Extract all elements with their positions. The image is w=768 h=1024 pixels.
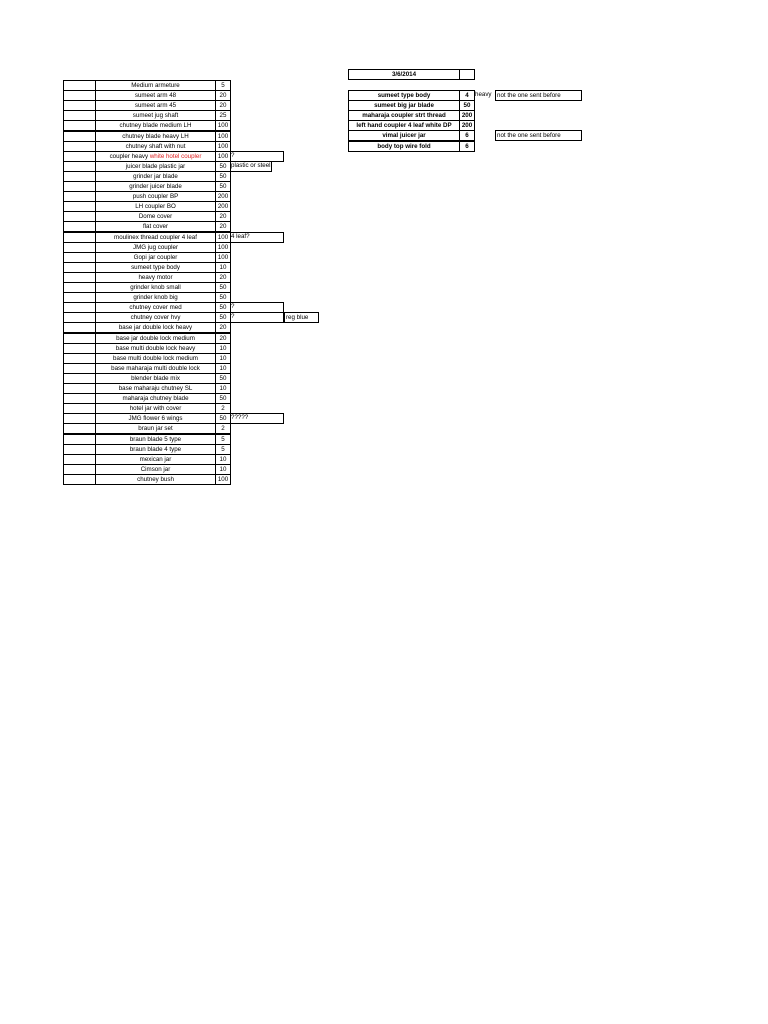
item-text: Gopi jar coupler <box>133 253 178 261</box>
item-text: chutney shaft with nut <box>125 142 186 150</box>
qty-cell: 10 <box>215 383 231 394</box>
item-highlight-text: white hotel coupler <box>149 152 202 160</box>
item-text: sumeet arm 48 <box>134 92 177 100</box>
qty-cell: 20 <box>215 90 231 101</box>
item-text: heavy motor <box>138 273 173 281</box>
qty-cell: 200 <box>215 191 231 202</box>
item-text: maharaja chutney blade <box>122 395 189 403</box>
qty-cell: 20 <box>215 211 231 222</box>
item-text: grinder juicer blade <box>129 183 182 190</box>
item-text: push coupler BP <box>132 193 179 201</box>
qty-cell: 50 <box>215 373 231 384</box>
qty-cell: 10 <box>215 454 231 465</box>
qty-cell: 20 <box>215 333 231 344</box>
order-qty-cell: 6 <box>459 130 475 141</box>
item-text: grinder knob big <box>133 294 178 302</box>
item-text: coupler heavy <box>109 152 150 160</box>
qty-cell: 20 <box>215 221 231 232</box>
note-cell: ? <box>231 303 235 311</box>
qty-cell: 2 <box>215 423 231 434</box>
item-text: flat cover <box>142 223 169 231</box>
note-cell: ? <box>231 313 235 321</box>
order-remark-cell: not the one sent before <box>495 90 582 101</box>
qty-cell: 50 <box>215 282 231 293</box>
order-remark-cell: not the one sent before <box>495 130 582 141</box>
order-item-cell: sumeet big jar blade <box>348 100 460 111</box>
qty-cell: 100 <box>215 131 231 142</box>
date-cell: 3/6/2014 <box>348 69 460 80</box>
item-text: chutney cover med <box>129 304 182 312</box>
qty-cell: 100 <box>215 232 231 243</box>
note-cell: ? <box>231 151 235 159</box>
order-qty-cell: 6 <box>459 141 475 152</box>
order-item-cell: sumeet type body <box>348 90 460 101</box>
qty-cell: 10 <box>215 353 231 364</box>
qty-cell: 20 <box>215 272 231 283</box>
qty-cell: 100 <box>215 151 231 162</box>
order-qty-cell: 4 <box>459 90 475 101</box>
item-text: Medium armeture <box>131 82 180 89</box>
item-text: moulinex thread coupler 4 leaf <box>114 233 197 241</box>
qty-cell: 50 <box>215 312 231 323</box>
item-text: base maharaja multi double lock <box>111 364 200 372</box>
qty-cell: 100 <box>215 141 231 152</box>
qty-cell: 100 <box>215 252 231 263</box>
qty-cell: 200 <box>215 201 231 212</box>
item-text: JMG flower 6 wings <box>128 415 183 423</box>
order-qty-cell: 200 <box>459 110 475 121</box>
qty-cell: 25 <box>215 110 231 121</box>
item-text: chutney blade heavy LH <box>122 132 189 140</box>
qty-cell: 50 <box>215 302 231 313</box>
order-item-cell: body top wire fold <box>348 141 460 152</box>
item-text: braun blade 5 type <box>129 435 182 443</box>
qty-cell: 10 <box>215 262 231 273</box>
item-cell <box>95 474 216 485</box>
item-text: braun blade 4 type <box>129 445 182 453</box>
qty-cell: 50 <box>215 161 231 172</box>
item-text: hotel jar with cover <box>129 405 182 413</box>
qty-cell: 10 <box>215 363 231 374</box>
qty-cell: 50 <box>215 171 231 182</box>
item-text: sumeet type body <box>131 263 180 271</box>
order-item-cell: maharaja coupler strt thread <box>348 110 460 121</box>
item-text: base maharaju chutney SL <box>118 385 193 392</box>
qty-cell: 100 <box>215 120 231 131</box>
item-text: base jar double lock heavy <box>118 324 193 332</box>
item-text: blender blade mix <box>131 374 180 382</box>
item-text: Dome cover <box>138 213 173 221</box>
item-text: chutney bush <box>137 475 174 483</box>
note-cell: plastic or steel <box>231 161 271 169</box>
qty-cell: 20 <box>215 100 231 111</box>
item-text: base jar double lock medium <box>116 334 195 342</box>
item-text: braun jar set <box>138 425 173 433</box>
order-qty-cell: 50 <box>459 100 475 111</box>
item-text: base multi double lock medium <box>113 354 198 362</box>
qty-cell: 20 <box>215 322 231 333</box>
item-text: chutney cover hvy <box>130 314 181 322</box>
note-cell: 4 leaf? <box>231 232 250 240</box>
item-text: grinder knob small <box>130 284 181 291</box>
item-text: sumeet jug shaft <box>132 112 179 120</box>
qty-cell: 50 <box>215 413 231 424</box>
item-text: sumeet arm 45 <box>134 102 177 110</box>
item-text: mexican jar <box>139 455 172 463</box>
order-qty-cell: 200 <box>459 120 475 131</box>
qty-cell: 5 <box>215 80 231 91</box>
item-text: base multi double lock heavy <box>115 344 196 352</box>
qty-cell: 50 <box>215 181 231 192</box>
qty-cell: 50 <box>215 292 231 303</box>
qty-cell: 5 <box>215 434 231 445</box>
qty-cell: 10 <box>215 343 231 354</box>
order-item-cell: left hand coupler 4 leaf white DP <box>348 120 460 131</box>
qty-cell: 10 <box>215 464 231 475</box>
order-note-cell: heavy <box>475 91 492 98</box>
item-text: juicer blade plastic jar <box>125 162 186 170</box>
extra-note-cell: reg blue <box>284 312 319 323</box>
order-item-cell: vimal juicer jar <box>348 130 460 141</box>
qty-cell: 2 <box>215 403 231 414</box>
item-text: LH coupler BO <box>135 203 176 211</box>
qty-cell: 100 <box>215 474 231 485</box>
row-index-cell <box>63 474 96 485</box>
qty-cell: 50 <box>215 393 231 404</box>
item-text: JMG jug coupler <box>132 243 179 251</box>
date-side-cell <box>459 69 475 80</box>
item-text: grinder jar blade <box>133 172 178 180</box>
qty-cell: 100 <box>215 242 231 253</box>
note-cell: ????? <box>231 414 249 422</box>
item-text: chutney blade medium LH <box>119 122 192 130</box>
qty-cell: 5 <box>215 444 231 455</box>
item-text: Cimson jar <box>140 465 171 473</box>
